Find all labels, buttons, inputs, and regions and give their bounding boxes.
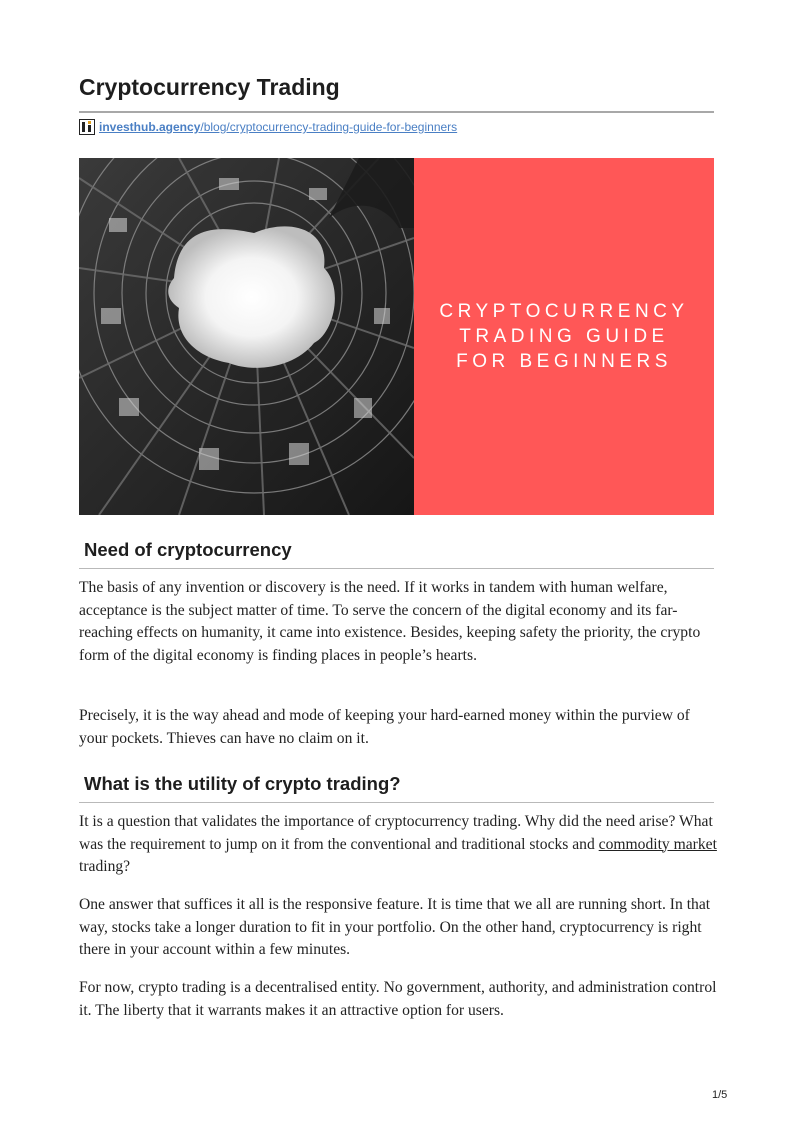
hero-line-3: FOR BEGINNERS [456,351,672,372]
paragraph [79,811,719,879]
courtyard-photo-illustration [79,158,414,515]
paragraph: The basis of any invention or discovery is the need. If it works in tandem with human welfare, acceptance is the subject matter of time. To serve the concern of the digital economy and its far-reaching effects on humanity, it came into existence. Besides, keeping safety the priority, the crypto form of the digital economy is finding places in people’s hearts. [79,579,701,664]
hero-title-panel [414,158,714,515]
section-divider-utility [79,802,714,803]
title-divider [79,111,714,113]
paragraph-text: It is a question that validates the importance of cryptocurrency trading. Why did the need arise? What was the requirement to jump on it from the conventional and traditional stocks and [79,813,713,853]
site-favicon-icon [79,119,95,135]
paragraph: Precisely, it is the way ahead and mode of keeping your hard-earned money within the purview of your pockets. Thieves can have no claim on it. [79,707,690,747]
source-path[interactable]: /blog/cryptocurrency-trading-guide-for-beginners [200,120,458,134]
section-heading-need: Need of cryptocurrency [84,539,292,560]
hero-line-2: TRADING GUIDE [459,326,669,347]
hero-banner [79,158,714,515]
hero-photo [79,158,414,515]
paragraph: For now, crypto trading is a decentralised entity. No government, authority, and administration control it. The liberty that it warrants makes it an attractive option for users. [79,979,717,1019]
source-link[interactable] [79,118,457,136]
section-divider-need [79,568,714,569]
hero-line-1: CRYPTOCURRENCY [439,301,689,322]
paragraph-text: trading? [79,858,131,876]
page-title: Cryptocurrency Trading [79,74,340,100]
paragraph: One answer that suffices it all is the responsive feature. It is time that we all are running short. In that way, stocks take a longer duration to fit in your portfolio. On the other hand, cryptocurrency is right there in your account within a few minutes. [79,896,711,959]
page-number: 1/5 [712,1089,728,1101]
section-heading-utility: What is the utility of crypto trading? [84,773,401,794]
commodity-market-link[interactable]: commodity market [598,835,717,853]
source-domain[interactable]: investhub.agency [99,120,201,134]
